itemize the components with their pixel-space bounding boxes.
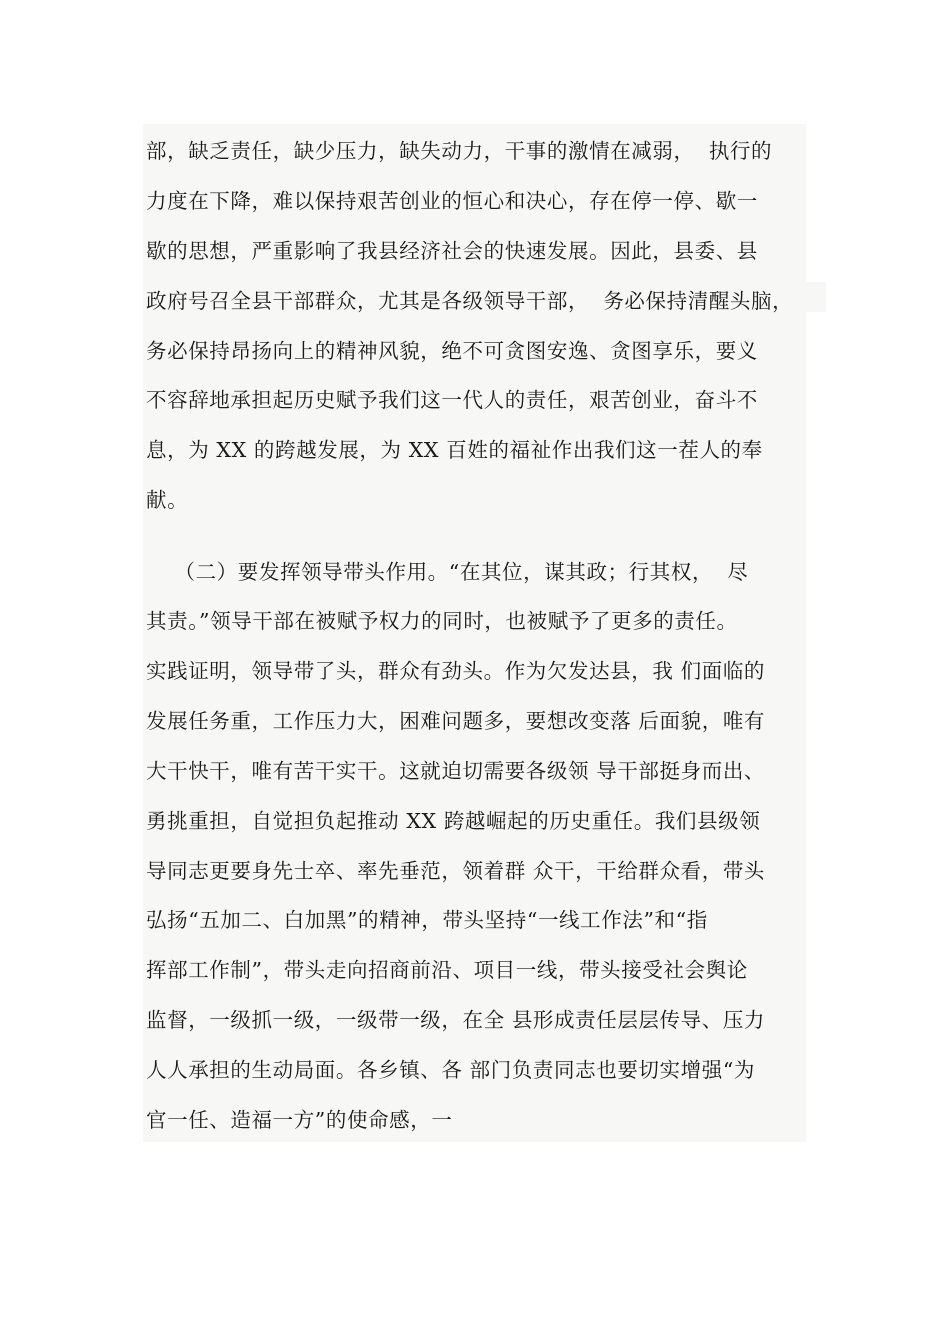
paragraph-line: 官一任、造福一方”的使命感，一: [146, 1108, 453, 1132]
paragraph-line: 导同志更要身先士卒、率先垂范，领着群 众干，干给群众看，带头: [146, 859, 766, 883]
paragraph-line: 挥部工作制”，带头走向招商前沿、项目一线，带头接受社会舆论: [146, 958, 748, 982]
paragraph-line: 歇的思想，严重影响了我县经济社会的快速发展。因此，县委、县: [146, 239, 758, 263]
paragraph-line: 人人承担的生动局面。各乡镇、各 部门负责同志也要切实增强“为: [146, 1058, 755, 1082]
paragraph-line: 务必保持昂扬向上的精神风貌，绝不可贪图安逸、贪图享乐，要义: [146, 339, 758, 363]
paragraph-line: 弘扬“五加二、白加黑”的精神，带头坚持“一线工作法”和“指: [146, 908, 708, 932]
paragraph-line: 息，为 XX 的跨越发展，为 XX 百姓的福祉作出我们这一茬人的奉: [146, 438, 763, 462]
paragraph-line: 力度在下降，难以保持艰苦创业的恒心和决心，存在停一停、歇一: [146, 189, 758, 213]
paragraph-line: 发展任务重，工作压力大，困难问题多，要想改变落 后面貌，唯有: [146, 709, 766, 733]
paragraph-line: 献。: [146, 488, 189, 512]
paragraph-line: 监督，一级抓一级，一级带一级，在全 县形成责任层层传导、压力: [146, 1008, 766, 1032]
paragraph-line: 其责。”领导干部在被赋予权力的同时，也被赋予了更多的责任。: [146, 609, 738, 633]
paragraph-line: （二）要发挥领导带头作用。“在其位，谋其政；行其权， 尽: [146, 560, 749, 584]
text-background-overflow: [806, 282, 826, 312]
paragraph-line: 不容辞地承担起历史赋予我们这一代人的责任，艰苦创业，奋斗不: [146, 388, 758, 412]
paragraph-line: 部，缺乏责任，缺少压力，缺失动力，干事的激情在减弱， 执行的: [146, 139, 773, 163]
paragraph-line: 实践证明，领导带了头，群众有劲头。作为欠发达县，我 们面临的: [146, 659, 766, 683]
paragraph-line: 政府号召全县干部群众，尤其是各级领导干部， 务必保持清醒头脑，: [146, 289, 794, 313]
paragraph-line: 大干快干，唯有苦干实干。这就迫切需要各级领 导干部挺身而出、: [146, 759, 766, 783]
paragraph-line: 勇挑重担，自觉担负起推动 XX 跨越崛起的历史重任。我们县级领: [146, 809, 761, 833]
